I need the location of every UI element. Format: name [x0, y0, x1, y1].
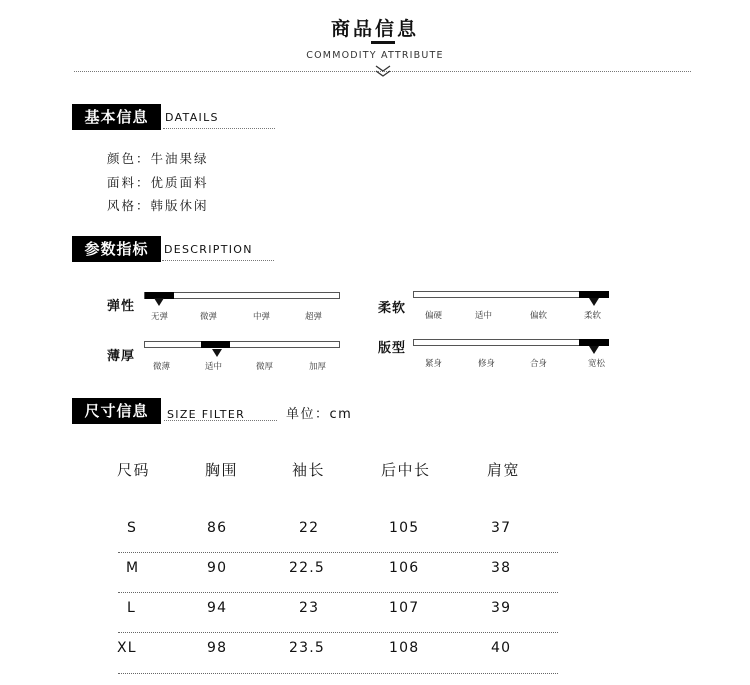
size-cell: M	[126, 560, 140, 576]
detail-style	[107, 196, 209, 214]
param-fit-label: 版型	[378, 341, 407, 356]
param-thickness-bar	[144, 341, 340, 348]
param-elasticity-bar	[144, 292, 340, 299]
detail-color	[107, 149, 209, 167]
size-cell: 23.5	[289, 640, 325, 656]
param-fit-marker	[579, 339, 609, 346]
size-cell: 90	[207, 560, 228, 576]
param-thickness-option: 加厚	[309, 362, 327, 372]
param-softness-arrow-icon	[589, 298, 599, 306]
size-cell: 39	[491, 600, 512, 616]
section-size-title: 尺寸信息	[72, 398, 161, 424]
page-subtitle: COMMODITY ATTRIBUTE	[306, 50, 444, 61]
detail-fabric-value: 优质面料	[150, 175, 209, 190]
param-fit-option: 紧身	[425, 359, 443, 369]
size-cell: 23	[299, 600, 320, 616]
table-row-divider	[118, 552, 558, 553]
detail-style-key: 风格：	[107, 198, 151, 213]
section-details-underline	[163, 128, 275, 129]
size-table-header: 胸围	[205, 461, 239, 479]
size-cell: 106	[389, 560, 420, 576]
section-size-underline	[164, 420, 277, 421]
param-fit-option: 合身	[530, 359, 548, 369]
size-cell: 22.5	[289, 560, 325, 576]
section-description-english: DESCRIPTION	[164, 243, 253, 256]
title-underline	[371, 41, 395, 44]
section-size-english: SIZE FILTER	[167, 408, 246, 421]
param-thickness-option: 适中	[205, 362, 223, 372]
size-table-header: 袖长	[292, 461, 326, 479]
size-cell: 86	[207, 520, 228, 536]
detail-color-key: 颜色：	[107, 151, 151, 166]
detail-fabric	[107, 173, 209, 191]
size-cell: 108	[389, 640, 420, 656]
param-thickness-option: 微厚	[256, 362, 274, 372]
param-fit-option: 宽松	[588, 359, 606, 369]
param-fit-bar	[413, 339, 609, 346]
section-details-english: DATAILS	[165, 111, 219, 124]
table-row-divider	[118, 592, 558, 593]
size-cell: 105	[389, 520, 420, 536]
detail-color-value: 牛油果绿	[150, 151, 209, 166]
param-elasticity-option: 超弹	[305, 312, 323, 322]
size-cell: L	[127, 600, 136, 616]
section-description-title: 参数指标	[72, 236, 161, 262]
param-fit-arrow-icon	[589, 346, 599, 354]
size-cell: S	[127, 520, 138, 536]
param-elasticity-option: 微弹	[200, 312, 218, 322]
param-elasticity-label: 弹性	[107, 299, 136, 314]
size-cell: 37	[491, 520, 512, 536]
size-table-header: 后中长	[381, 461, 431, 479]
param-elasticity-option: 无弹	[151, 312, 169, 322]
param-thickness-label: 薄厚	[107, 349, 136, 364]
param-softness-marker	[579, 291, 609, 298]
section-details-title: 基本信息	[72, 104, 161, 130]
detail-fabric-key: 面料：	[107, 175, 151, 190]
param-fit-option: 修身	[478, 359, 496, 369]
detail-style-value: 韩版休闲	[150, 198, 209, 213]
size-cell: 40	[491, 640, 512, 656]
param-softness-label: 柔软	[378, 301, 407, 316]
param-thickness-option: 微薄	[153, 362, 171, 372]
size-cell: 38	[491, 560, 512, 576]
param-softness-option: 适中	[475, 311, 493, 321]
table-row-divider	[118, 632, 558, 633]
page-title: 商品信息	[330, 18, 419, 40]
param-softness-option: 偏硬	[425, 311, 443, 321]
param-thickness-marker	[201, 341, 230, 348]
param-elasticity-arrow-icon	[154, 298, 164, 306]
section-description-underline	[162, 260, 274, 261]
size-unit-label: 单位：cm	[286, 407, 353, 422]
param-thickness-arrow-icon	[212, 349, 222, 357]
table-row-divider	[118, 673, 558, 674]
size-cell: 22	[299, 520, 320, 536]
size-cell: 94	[207, 600, 228, 616]
size-cell: XL	[117, 640, 137, 656]
double-chevron-down-icon	[370, 64, 396, 78]
size-table-header: 肩宽	[487, 461, 521, 479]
param-softness-bar	[413, 291, 609, 298]
size-cell: 98	[207, 640, 228, 656]
size-cell: 107	[389, 600, 420, 616]
param-softness-option: 柔软	[584, 311, 602, 321]
size-table-header: 尺码	[117, 461, 151, 479]
param-softness-option: 偏软	[530, 311, 548, 321]
param-elasticity-option: 中弹	[253, 312, 271, 322]
